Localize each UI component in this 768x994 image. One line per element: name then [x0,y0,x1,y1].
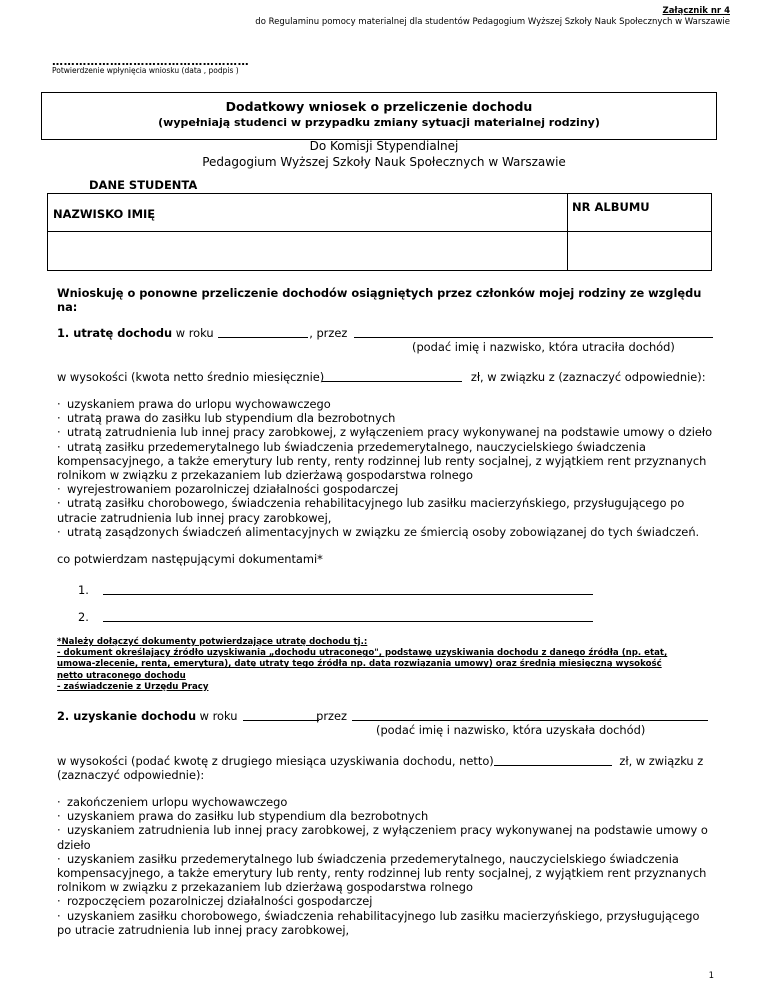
form-title: Dodatkowy wniosek o przeliczenie dochodu [225,99,533,114]
section1-reason-list [57,397,717,539]
document-1-label: 1. [78,583,89,597]
addressee-line-2: Pedagogium Wyższej Szkoły Nauk Społecznych w Warszawie [202,155,566,169]
annex-number: Załącznik nr 4 [662,6,730,16]
section1-amount-line [57,370,706,384]
list-item[interactable]: · zakończeniem urlopu wychowawczego [57,795,288,809]
annex-header [30,6,730,27]
student-data-heading: DANE STUDENTA [89,178,198,192]
addressee-line-1: Do Komisji Stypendialnej [309,139,459,153]
name-column-header: NAZWISKO IMIĘ [53,207,156,221]
section1-amount-suffix: zł, w związku z (zaznaczyć odpowiednie): [470,370,706,384]
section2-amount-line [57,754,703,768]
footnote-line-3: umowa-zlecenie, renta, emerytura), datę utraty tego źródła np. data rozwiązania umowy) oraz średnią miesięczną wysokość [57,659,662,670]
footnote-line-2: - dokument określający źródło uzyskiwania „dochodu utraconego", podstawę uzyskiwania dochodu z danego źródła (np. etat, [57,648,668,659]
section1-label: 1. utratę dochodu [57,326,173,340]
section2-line [57,709,727,723]
section2-person-field[interactable] [352,720,708,721]
name-field[interactable] [49,232,566,270]
section1-by-text: , przez [309,326,348,340]
addressee [0,138,768,170]
annex-description: do Regulaminu pomocy materialnej dla studentów Pedagogium Wyższej Szkoły Nauk Społecznych w Warszawie [255,17,730,27]
title-box [41,92,717,140]
section2-amount-field[interactable] [494,765,612,766]
form-subtitle: (wypełniają studenci w przypadku zmiany sytuacji materialnej rodziny) [158,116,600,129]
album-number-field[interactable] [568,232,711,270]
section2-hint: (podać imię i nazwisko, która uzyskała dochód) [376,723,646,737]
footnote [57,637,727,693]
section1-hint: (podać imię i nazwisko, która utraciła dochód) [412,340,675,354]
section1-line [57,326,727,340]
section2-amount-line-2: (zaznaczyć odpowiednie): [57,768,205,782]
section2-year-text: w roku [196,709,242,723]
list-item[interactable]: · uzyskaniem zatrudnienia lub innej pracy zarobkowej, z wyłączeniem pracy wykonywanej na podstawie umowy o dzieło [57,823,708,852]
list-item[interactable]: · utratą zatrudnienia lub innej pracy zarobkowej, z wyłączeniem pracy wykonywanej na podstawie umowy o dzieło [57,425,713,440]
footnote-line-1: *Należy dołączyć dokumenty potwierdzające utratę dochodu tj.: [57,637,368,647]
section1-person-field[interactable] [354,337,713,338]
documents-confirm-text: co potwierdzam następującymi dokumentami* [57,552,323,566]
signature-dots: …………………………………………… [52,55,250,68]
list-item[interactable]: · uzyskaniem prawa do urlopu wychowawczego [57,397,331,411]
list-item[interactable]: · utratą zasiłku przedemerytalnego lub świadczenia przedemerytalnego, nauczycielskiego świadczenia kompensacyjnego, a także emerytury lub renty, renty rodzinnej lub renty socjalnej, z wyjątkiem rent przyznanych rolnikom w związku z przekazaniem lub dzierżawą gospodarstwa rolnego [57,439,707,483]
document-2-label: 2. [78,610,89,624]
document-1-field[interactable] [103,594,593,595]
section1-year-text: w roku [172,326,218,340]
section1-amount-field[interactable] [322,381,462,382]
section2-reason-list [57,795,717,937]
list-item[interactable]: · utratą zasądzonych świadczeń alimentacyjnych w związku ze śmiercią osoby zobowiązanej do tych świadczeń. [57,524,700,539]
album-column-header: NR ALBUMU [572,200,650,214]
list-item[interactable]: · utratą zasiłku chorobowego, świadczenia rehabilitacyjnego lub zasiłku macierzyńskiego, przysługującego po utracie zatrudnienia lub innej pracy zarobkowej, [57,496,685,525]
student-data-table [47,193,712,271]
section1-year-field[interactable] [218,337,308,338]
list-item[interactable]: · utratą prawa do zasiłku lub stypendium dla bezrobotnych [57,411,396,426]
request-intro: Wnioskuję o ponowne przeliczenie dochodów osiągniętych przez członków mojej rodziny ze względu na: [57,286,702,315]
list-item[interactable]: · uzyskaniem zasiłku chorobowego, świadczenia rehabilitacyjnego lub zasiłku macierzyńskiego, przysługującego po utracie zatrudnienia lub innej pracy zarobkowej, [57,908,700,937]
list-item[interactable]: · wyrejestrowaniem pozarolniczej działalności gospodarczej [57,482,399,497]
section2-amount-text: w wysokości (podać kwotę z drugiego miesiąca uzyskiwania dochodu, netto) [57,754,498,768]
receipt-confirmation-label: Potwierdzenie wpłynięcia wniosku (data , podpis ) [52,66,239,75]
list-item[interactable]: · rozpoczęciem pozarolniczej działalności gospodarczej [57,894,373,909]
section1-amount-text: w wysokości (kwota netto średnio miesięcznie) [57,370,328,384]
page-number: 1 [708,971,714,981]
footnote-line-4: netto utraconego dochodu [57,670,186,681]
footnote-line-5: - zaświadczenie z Urzędu Pracy [57,681,209,692]
document-2-field[interactable] [103,621,593,622]
section2-label: 2. uzyskanie dochodu [57,709,197,723]
section2-amount-suffix: zł, w związku z [619,754,704,768]
section2-year-field[interactable] [243,720,319,721]
section2-by-text: przez [316,709,347,723]
list-item[interactable]: · uzyskaniem zasiłku przedemerytalnego lub świadczenia przedemerytalnego, nauczycielskiego świadczenia kompensacyjnego, a także emerytury lub renty, renty rodzinnej lub renty socjalnej, z wyjątkiem rent przyznanych rolnikom w związku z przekazaniem lub dzierżawą gospodarstwa rolnego [57,851,707,895]
list-item[interactable]: · uzyskaniem prawa do zasiłku lub stypendium dla bezrobotnych [57,809,429,824]
